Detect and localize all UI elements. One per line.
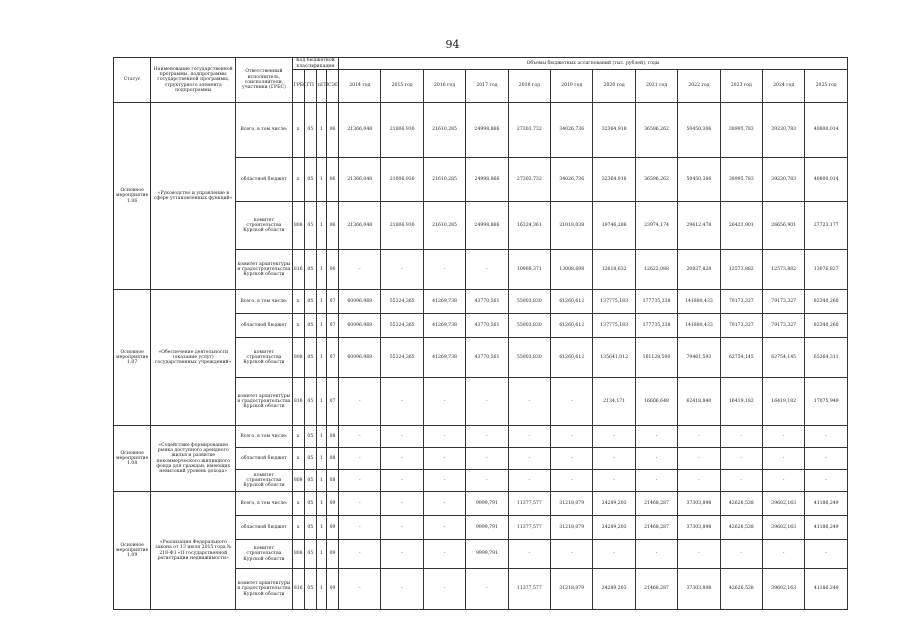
code-cell: 07 <box>326 314 338 338</box>
code-cell: 06 <box>326 250 338 290</box>
value-cell: - <box>423 470 465 492</box>
value-cell: 26421,901 <box>720 202 762 250</box>
value-cell: - <box>423 492 465 516</box>
code-cell: 05 <box>304 290 316 314</box>
program-name-cell: «Руководство и управление в сфере установленных функций» <box>151 103 236 290</box>
header-year-9: 2023 год <box>720 70 762 103</box>
value-cell: 13008,698 <box>551 250 593 290</box>
value-cell: - <box>339 378 381 426</box>
program-name-cell: «Обеспечение деятельности (оказание услуг) государственных учреждений» <box>151 290 236 426</box>
value-cell: 43770,561 <box>466 314 508 338</box>
value-cell: - <box>508 378 550 426</box>
value-cell: 177735,238 <box>635 314 677 338</box>
value-cell: - <box>593 470 635 492</box>
value-cell: - <box>381 516 423 540</box>
header-year-3: 2017 год <box>466 70 508 103</box>
value-cell: 42626,538 <box>720 492 762 516</box>
value-cell: - <box>339 448 381 470</box>
executor-cell: областной бюджет <box>236 158 293 202</box>
value-cell: 17075,949 <box>805 378 848 426</box>
code-cell: 07 <box>326 338 338 378</box>
value-cell: - <box>381 569 423 610</box>
value-cell: - <box>678 448 720 470</box>
executor-cell: комитет строительства Курской области <box>236 202 293 250</box>
table-row <box>114 103 848 158</box>
value-cell: 21468,287 <box>635 516 677 540</box>
value-cell: - <box>720 426 762 448</box>
value-cell: 38995,783 <box>720 158 762 202</box>
code-cell: 808 <box>292 202 304 250</box>
code-cell: 1 <box>316 202 326 250</box>
executor-cell: Всего, в том числе: <box>236 103 293 158</box>
budget-table <box>113 57 848 610</box>
value-cell: 60096,969 <box>339 290 381 314</box>
value-cell: - <box>551 378 593 426</box>
value-cell: 43770,561 <box>466 338 508 378</box>
value-cell: - <box>466 426 508 448</box>
code-cell: 08 <box>326 470 338 492</box>
value-cell: - <box>381 426 423 448</box>
value-cell: 41186,249 <box>805 492 848 516</box>
executor-cell: областной бюджет <box>236 314 293 338</box>
value-cell: 13076,837 <box>805 250 848 290</box>
header-executor: Ответственный исполнитель, соисполнители, участники (ГРБС) <box>236 58 293 103</box>
value-cell: 137775,183 <box>593 314 635 338</box>
code-cell: 1 <box>316 426 326 448</box>
code-cell: 1 <box>316 569 326 610</box>
value-cell: 21610,285 <box>423 103 465 158</box>
value-cell: 43770,561 <box>466 290 508 314</box>
value-cell: 24998,866 <box>466 202 508 250</box>
value-cell: 26656,901 <box>763 202 805 250</box>
value-cell: 31218,079 <box>551 569 593 610</box>
table-body <box>114 103 848 610</box>
value-cell: 36596,262 <box>635 158 677 202</box>
code-cell: 1 <box>316 250 326 290</box>
value-cell: - <box>381 492 423 516</box>
code-cell: 1 <box>316 448 326 470</box>
code-cell: 1 <box>316 540 326 569</box>
value-cell: 177735,238 <box>635 290 677 314</box>
program-name-cell: «Содействие формированию рынка доступного арендного жилья и развитие некоммерческого жилищного фонда для граждан, имеющих невысокий уровень дохода» <box>151 426 236 492</box>
table-row <box>114 290 848 314</box>
executor-cell: комитет архитектуры и градостроительства Курской области <box>236 569 293 610</box>
value-cell: 9999,791 <box>466 492 508 516</box>
value-cell: 42626,538 <box>720 516 762 540</box>
value-cell: - <box>423 516 465 540</box>
value-cell: 21006,930 <box>381 103 423 158</box>
value-cell: 27303,732 <box>508 158 550 202</box>
value-cell: - <box>551 470 593 492</box>
value-cell: - <box>720 470 762 492</box>
program-name-cell: «Реализация Федерального закона от 13 июля 2015 года № 218-ФЗ «О государственной регистрации недвижимости» <box>151 492 236 610</box>
value-cell: - <box>805 448 848 470</box>
header-code-1: ГП <box>304 70 316 103</box>
value-cell: - <box>763 540 805 569</box>
value-cell: 62754,145 <box>720 338 762 378</box>
value-cell: 55324,365 <box>381 314 423 338</box>
value-cell: 41269,738 <box>423 338 465 378</box>
value-cell: - <box>593 448 635 470</box>
value-cell: 55003,830 <box>508 314 550 338</box>
value-cell: - <box>339 540 381 569</box>
header-name: Наименование государственной программы, подпрограммы государственной программы, структурного элемента подпрограммы <box>151 58 236 103</box>
value-cell: 29612,478 <box>678 202 720 250</box>
header-code-2: пГП <box>316 70 326 103</box>
value-cell: 41269,738 <box>423 290 465 314</box>
value-cell: - <box>423 250 465 290</box>
value-cell: 55324,365 <box>381 290 423 314</box>
code-cell: х <box>292 426 304 448</box>
value-cell: 12573,882 <box>720 250 762 290</box>
header-volumes-group: Объемы бюджетных ассигнований (тыс. рублей), годы <box>339 58 848 70</box>
value-cell: - <box>339 426 381 448</box>
code-cell: 06 <box>326 103 338 158</box>
executor-cell: комитет архитектуры и градостроительства Курской области <box>236 378 293 426</box>
value-cell: - <box>466 448 508 470</box>
value-cell: 141880,433 <box>678 314 720 338</box>
value-cell: 60096,969 <box>339 314 381 338</box>
code-cell: 09 <box>326 492 338 516</box>
code-cell: 05 <box>304 470 316 492</box>
code-cell: 808 <box>292 470 304 492</box>
code-cell: 1 <box>316 290 326 314</box>
value-cell: - <box>466 569 508 610</box>
code-cell: 1 <box>316 158 326 202</box>
code-cell: 05 <box>304 569 316 610</box>
value-cell: 41186,249 <box>805 569 848 610</box>
value-cell: - <box>508 470 550 492</box>
value-cell: 39602,163 <box>763 492 805 516</box>
header-year-1: 2015 год <box>381 70 423 103</box>
code-cell: 09 <box>326 569 338 610</box>
value-cell: 21468,287 <box>635 569 677 610</box>
value-cell: - <box>381 540 423 569</box>
value-cell: 34026,736 <box>551 158 593 202</box>
value-cell: - <box>678 426 720 448</box>
value-cell: - <box>466 470 508 492</box>
value-cell: - <box>593 540 635 569</box>
value-cell: 16606,648 <box>635 378 677 426</box>
value-cell: 27303,732 <box>508 103 550 158</box>
code-cell: 06 <box>326 202 338 250</box>
code-cell: 1 <box>316 492 326 516</box>
value-cell: 40800,014 <box>805 103 848 158</box>
executor-cell: областной бюджет <box>236 516 293 540</box>
code-cell: 05 <box>304 314 316 338</box>
value-cell: - <box>423 448 465 470</box>
header-year-6: 2020 год <box>593 70 635 103</box>
value-cell: 55003,830 <box>508 338 550 378</box>
code-cell: 05 <box>304 516 316 540</box>
value-cell: 21366,048 <box>339 103 381 158</box>
code-cell: 808 <box>292 338 304 378</box>
code-cell: 09 <box>326 516 338 540</box>
code-cell: х <box>292 158 304 202</box>
executor-cell: Всего, в том числе: <box>236 290 293 314</box>
header-year-10: 2024 год <box>763 70 805 103</box>
value-cell: - <box>339 516 381 540</box>
code-cell: 05 <box>304 250 316 290</box>
value-cell: 20837,828 <box>678 250 720 290</box>
value-cell: - <box>423 426 465 448</box>
code-cell: 816 <box>292 378 304 426</box>
value-cell: 137775,183 <box>593 290 635 314</box>
value-cell: 79173,327 <box>720 314 762 338</box>
code-cell: 09 <box>326 540 338 569</box>
value-cell: - <box>508 448 550 470</box>
value-cell: - <box>339 250 381 290</box>
value-cell: - <box>339 492 381 516</box>
table-row <box>114 426 848 448</box>
value-cell: 60096,969 <box>339 338 381 378</box>
code-cell: х <box>292 492 304 516</box>
value-cell: - <box>339 569 381 610</box>
code-cell: 08 <box>326 448 338 470</box>
value-cell: 16324,361 <box>508 202 550 250</box>
code-cell: 05 <box>304 103 316 158</box>
code-cell: 816 <box>292 250 304 290</box>
value-cell: 65264,311 <box>805 338 848 378</box>
code-cell: 05 <box>304 378 316 426</box>
value-cell: 39602,163 <box>763 516 805 540</box>
header-code-0: ГРБС <box>292 70 304 103</box>
value-cell: - <box>635 448 677 470</box>
table-row <box>114 492 848 516</box>
value-cell: 41186,249 <box>805 516 848 540</box>
value-cell: - <box>381 250 423 290</box>
value-cell: 11377,577 <box>508 569 550 610</box>
value-cell: 21610,285 <box>423 202 465 250</box>
value-cell: - <box>423 540 465 569</box>
value-cell: 82340,260 <box>805 290 848 314</box>
executor-cell: комитет архитектуры и градостроительства Курской области <box>236 250 293 290</box>
code-cell: 05 <box>304 158 316 202</box>
value-cell: 79173,327 <box>763 314 805 338</box>
value-cell: 21006,930 <box>381 158 423 202</box>
header-status: Статус <box>114 58 151 103</box>
value-cell: 32364,918 <box>593 158 635 202</box>
value-cell: 21006,930 <box>381 202 423 250</box>
code-cell: х <box>292 314 304 338</box>
value-cell: 42626,538 <box>720 569 762 610</box>
header-year-8: 2022 год <box>678 70 720 103</box>
executor-cell: Всего, в том числе: <box>236 492 293 516</box>
value-cell: 27723,177 <box>805 202 848 250</box>
value-cell: 79173,327 <box>763 290 805 314</box>
value-cell: 21366,048 <box>339 158 381 202</box>
value-cell: - <box>763 470 805 492</box>
value-cell: - <box>678 470 720 492</box>
code-cell: 05 <box>304 492 316 516</box>
page-number: 94 <box>445 38 460 51</box>
value-cell: 37303,898 <box>678 516 720 540</box>
executor-cell: Всего, в том числе: <box>236 426 293 448</box>
value-cell: 161128,590 <box>635 338 677 378</box>
value-cell: 12618,632 <box>593 250 635 290</box>
value-cell: - <box>805 540 848 569</box>
executor-cell: областной бюджет <box>236 448 293 470</box>
header-year-5: 2019 год <box>551 70 593 103</box>
value-cell: - <box>381 470 423 492</box>
value-cell: 55324,365 <box>381 338 423 378</box>
value-cell: 31218,079 <box>551 516 593 540</box>
header-code-3: СЭП <box>326 70 338 103</box>
code-cell: х <box>292 448 304 470</box>
value-cell: 79461,593 <box>678 338 720 378</box>
value-cell: - <box>805 470 848 492</box>
value-cell: - <box>763 448 805 470</box>
value-cell: 9999,791 <box>466 540 508 569</box>
code-cell: х <box>292 103 304 158</box>
value-cell: - <box>381 448 423 470</box>
value-cell: 11377,577 <box>508 516 550 540</box>
value-cell: 24289,203 <box>593 516 635 540</box>
value-cell: - <box>423 378 465 426</box>
code-cell: 05 <box>304 202 316 250</box>
value-cell: 32364,918 <box>593 103 635 158</box>
value-cell: - <box>678 540 720 569</box>
code-cell: х <box>292 516 304 540</box>
value-cell: 24998,866 <box>466 103 508 158</box>
status-cell: Основное мероприятие 1.08 <box>114 426 151 492</box>
value-cell: 82340,260 <box>805 314 848 338</box>
executor-cell: комитет строительства Курской области <box>236 470 293 492</box>
value-cell: 41269,738 <box>423 314 465 338</box>
code-cell: 816 <box>292 569 304 610</box>
code-cell: 1 <box>316 314 326 338</box>
value-cell: 39602,163 <box>763 569 805 610</box>
code-cell: 1 <box>316 338 326 378</box>
value-cell: 16419,182 <box>763 378 805 426</box>
value-cell: 135641,012 <box>593 338 635 378</box>
value-cell: 37303,898 <box>678 569 720 610</box>
value-cell: - <box>551 448 593 470</box>
code-cell: 1 <box>316 516 326 540</box>
value-cell: 39230,783 <box>763 103 805 158</box>
value-cell: 55003,830 <box>508 290 550 314</box>
value-cell: 11377,577 <box>508 492 550 516</box>
header-year-11: 2025 год <box>805 70 848 103</box>
value-cell: 36596,262 <box>635 103 677 158</box>
value-cell: - <box>466 378 508 426</box>
code-cell: 1 <box>316 378 326 426</box>
value-cell: 40800,014 <box>805 158 848 202</box>
status-cell: Основное мероприятие 1.07 <box>114 290 151 426</box>
value-cell: - <box>423 569 465 610</box>
value-cell: - <box>381 378 423 426</box>
code-cell: 05 <box>304 448 316 470</box>
value-cell: - <box>339 470 381 492</box>
code-cell: 06 <box>326 158 338 202</box>
value-cell: 37303,898 <box>678 492 720 516</box>
value-cell: 141880,433 <box>678 290 720 314</box>
code-cell: 05 <box>304 338 316 378</box>
value-cell: 39230,783 <box>763 158 805 202</box>
value-cell: - <box>593 426 635 448</box>
value-cell: 19746,286 <box>593 202 635 250</box>
value-cell: - <box>763 426 805 448</box>
value-cell: 61260,612 <box>551 290 593 314</box>
value-cell: 79173,327 <box>720 290 762 314</box>
header-year-2: 2016 год <box>423 70 465 103</box>
value-cell: 12622,088 <box>635 250 677 290</box>
code-cell: 05 <box>304 540 316 569</box>
executor-cell: комитет строительства Курской области <box>236 540 293 569</box>
value-cell: 21018,038 <box>551 202 593 250</box>
value-cell: - <box>720 448 762 470</box>
value-cell: 12573,882 <box>763 250 805 290</box>
value-cell: 31218,079 <box>551 492 593 516</box>
value-cell: 21468,287 <box>635 492 677 516</box>
value-cell: - <box>551 540 593 569</box>
value-cell: 34026,736 <box>551 103 593 158</box>
value-cell: 10969,371 <box>508 250 550 290</box>
status-cell: Основное мероприятие 1.06 <box>114 103 151 290</box>
value-cell: 16419,182 <box>720 378 762 426</box>
code-cell: 08 <box>326 426 338 448</box>
value-cell: 50450,306 <box>678 158 720 202</box>
value-cell: 23974,174 <box>635 202 677 250</box>
value-cell: 50450,306 <box>678 103 720 158</box>
value-cell: - <box>466 250 508 290</box>
value-cell: - <box>508 426 550 448</box>
value-cell: 21610,285 <box>423 158 465 202</box>
code-cell: 1 <box>316 103 326 158</box>
header-year-7: 2021 год <box>635 70 677 103</box>
value-cell: - <box>635 540 677 569</box>
value-cell: - <box>805 426 848 448</box>
value-cell: 62754,145 <box>763 338 805 378</box>
code-cell: 07 <box>326 290 338 314</box>
value-cell: 24998,866 <box>466 158 508 202</box>
value-cell: 61260,612 <box>551 338 593 378</box>
code-cell: х <box>292 290 304 314</box>
executor-cell: комитет строительства Курской области <box>236 338 293 378</box>
value-cell: - <box>551 426 593 448</box>
value-cell: 24289,203 <box>593 492 635 516</box>
code-cell: 05 <box>304 426 316 448</box>
value-cell: 2134,171 <box>593 378 635 426</box>
code-cell: 808 <box>292 540 304 569</box>
header-year-0: 2014 год <box>339 70 381 103</box>
value-cell: 38995,783 <box>720 103 762 158</box>
value-cell: - <box>635 470 677 492</box>
value-cell: 62418,840 <box>678 378 720 426</box>
value-cell: 9999,791 <box>466 516 508 540</box>
header-year-4: 2018 год <box>508 70 550 103</box>
value-cell: - <box>635 426 677 448</box>
code-cell: 07 <box>326 378 338 426</box>
value-cell: 24289,203 <box>593 569 635 610</box>
status-cell: Основное мероприятие 1.09 <box>114 492 151 610</box>
value-cell: 61260,612 <box>551 314 593 338</box>
value-cell: - <box>508 540 550 569</box>
header-codes-group: Код бюджетной классификации <box>292 58 338 70</box>
value-cell: 21366,048 <box>339 202 381 250</box>
code-cell: 1 <box>316 470 326 492</box>
value-cell: - <box>720 540 762 569</box>
